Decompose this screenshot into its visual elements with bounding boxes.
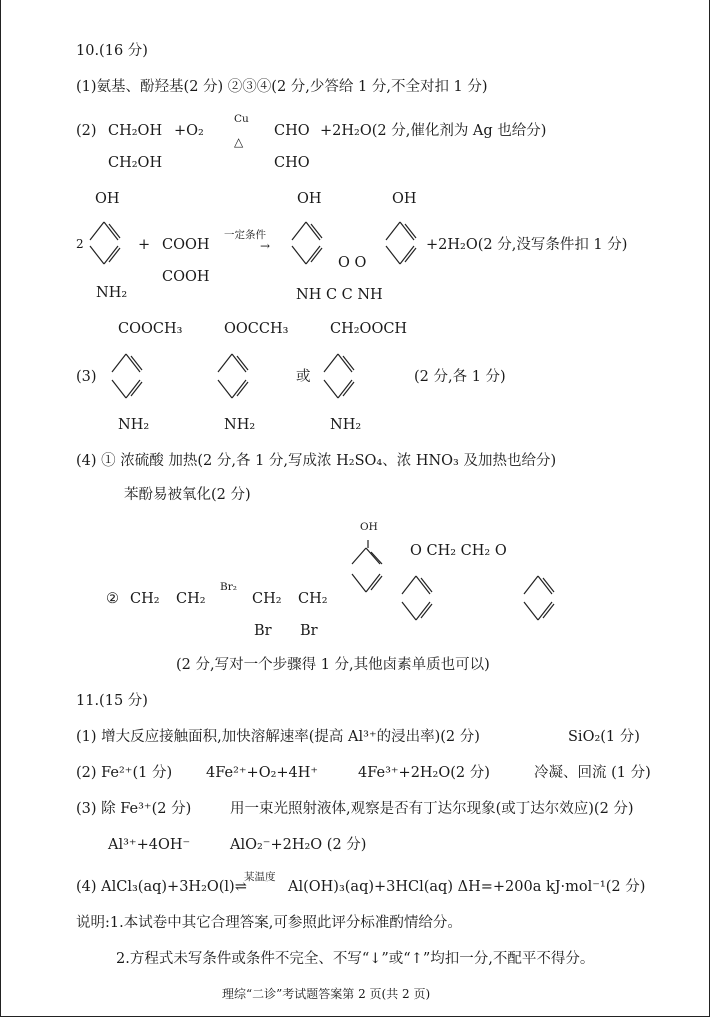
page-footer: 理综“二诊”考试题答案第 2 页(共 2 页): [222, 987, 431, 1001]
amide-tail: +2H₂O(2 分,没写条件扣 1 分): [426, 237, 628, 253]
br-b: Br: [300, 623, 318, 639]
q11-line3c: Al³⁺+4OH⁻: [108, 837, 191, 853]
q11-line4a: (4) AlCl₃(aq)+3H₂O(l)⇌: [76, 879, 247, 895]
catalyst-cu: Cu: [234, 113, 249, 125]
sub-ch2ooch: CH₂OOCH: [330, 321, 408, 337]
part4-label2: ②: [106, 591, 119, 607]
benzene-ring-icon: [398, 572, 438, 624]
amide-bridge: NH C C NH: [296, 287, 383, 303]
sub-coocH3: COOCH₃: [118, 321, 183, 337]
oh-left: OH: [95, 191, 120, 207]
q11-heading: 11.(15 分): [76, 693, 148, 709]
ch2-ethylene-a: CH₂: [130, 591, 160, 607]
ch2-dibromo-a: CH₂: [252, 591, 282, 607]
nh2-left: NH₂: [96, 285, 128, 301]
nh2-isomer-3: NH₂: [330, 417, 362, 433]
part4-note: (2 分,写对一个步骤得 1 分,其他卤素单质也可以): [176, 657, 490, 673]
benzene-ring-icon: [382, 218, 422, 268]
part4-line1: (4) ① 浓硫酸 加热(2 分,各 1 分,写成浓 H₂SO₄、浓 HNO₃ 及加热也给分): [76, 453, 557, 469]
oh-product-a: OH: [297, 191, 322, 207]
benzene-ring-icon: [520, 572, 560, 624]
q11-line1a: (1) 增大反应接触面积,加快溶解速率(提高 Al³⁺的浸出率)(2 分): [76, 729, 480, 745]
phenol-ring-icon: [348, 540, 388, 600]
ch2-ethylene-b: CH₂: [176, 591, 206, 607]
coefficient-2: 2: [76, 237, 84, 251]
q11-line4b: Al(OH)₃(aq)+3HCl(aq) ΔH=+200a kJ·mol⁻¹(2 分): [288, 879, 646, 895]
ether-chain: O CH₂ CH₂ O: [410, 543, 507, 559]
part3-score: (2 分,各 1 分): [414, 369, 506, 385]
reagent-br2: Br₂: [220, 581, 237, 593]
carbonyl-oxygens: O O: [338, 255, 367, 271]
plus-sign: +: [138, 237, 151, 253]
benzene-ring-icon: [320, 350, 360, 402]
note-1: 说明:1.本试卷中其它合理答案,可参照此评分标准酌情给分。: [76, 915, 462, 931]
product-cho-1: CHO: [274, 123, 310, 139]
oh-product-b: OH: [392, 191, 417, 207]
nh2-isomer-2: NH₂: [224, 417, 256, 433]
q10-part1: (1)氨基、酚羟基(2 分) ②③④(2 分,少答给 1 分,不全对扣 1 分): [76, 79, 488, 95]
benzene-ring-icon: [288, 218, 328, 268]
benzene-ring-icon: [86, 218, 126, 268]
part4-line2: 苯酚易被氧化(2 分): [124, 487, 251, 503]
or-word: 或: [296, 369, 311, 385]
q11-line4-condition: 某温度: [244, 871, 276, 883]
benzene-ring-icon: [108, 350, 148, 402]
oh-synthesis: OH: [360, 521, 378, 533]
nh2-isomer-1: NH₂: [118, 417, 150, 433]
br-a: Br: [254, 623, 272, 639]
q11-line2a: (2) Fe²⁺(1 分): [76, 765, 173, 781]
sub-ooccH3: OOCCH₃: [224, 321, 289, 337]
reactant-ch2oh-2: CH₂OH: [108, 155, 163, 171]
q11-line2b: 4Fe²⁺+O₂+4H⁺: [206, 765, 319, 781]
q11-line2d: 冷凝、回流 (1 分): [534, 765, 651, 781]
reaction-arrow: →: [260, 239, 271, 253]
benzene-ring-icon: [214, 350, 254, 402]
q10-heading: 10.(16 分): [76, 43, 148, 59]
cooh-2: COOH: [162, 269, 210, 285]
q10-part2-label: (2): [76, 123, 97, 139]
heat-symbol: △: [234, 135, 244, 149]
q11-line3a: (3) 除 Fe³⁺(2 分): [76, 801, 192, 817]
note-2: 2.方程式未写条件或条件不完全、不写“↓”或“↑”均扣一分,不配平不得分。: [116, 951, 595, 967]
reactant-ch2oh-1: CH₂OH: [108, 123, 163, 139]
q11-line1b: SiO₂(1 分): [568, 729, 640, 745]
q11-line3b: 用一束光照射液体,观察是否有丁达尔现象(或丁达尔效应)(2 分): [230, 801, 634, 817]
ch2-dibromo-b: CH₂: [298, 591, 328, 607]
part2-tail: +2H₂O(2 分,催化剂为 Ag 也给分): [320, 123, 547, 139]
q10-part3-label: (3): [76, 369, 97, 385]
q11-line3d: AlO₂⁻+2H₂O (2 分): [230, 837, 367, 853]
cooh-1: COOH: [162, 237, 210, 253]
reaction-condition: 一定条件: [224, 229, 266, 241]
q11-line2c: 4Fe³⁺+2H₂O(2 分): [358, 765, 490, 781]
product-cho-2: CHO: [274, 155, 310, 171]
plus-o2: +O₂: [174, 123, 204, 139]
